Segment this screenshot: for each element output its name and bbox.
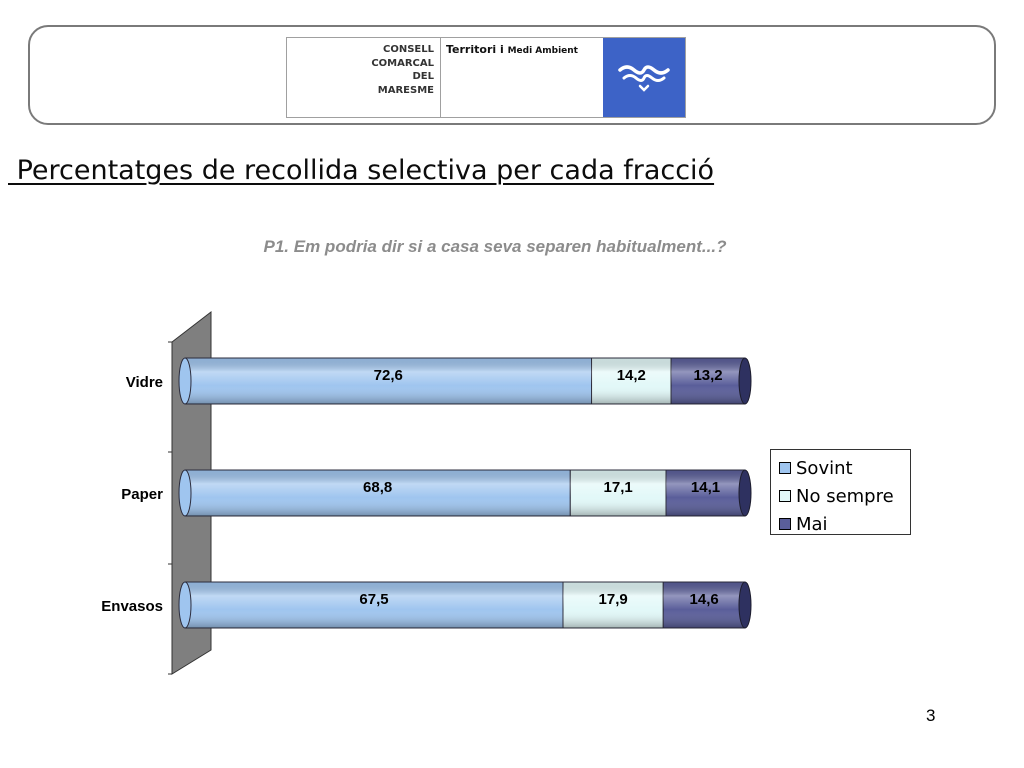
department-part2: Medi Ambient <box>507 46 578 56</box>
legend-label: Sovint <box>796 457 853 479</box>
bar-start-cap <box>179 358 191 404</box>
chart-legend <box>770 449 911 535</box>
page-number: 3 <box>926 706 936 725</box>
data-label: 17,1 <box>603 479 633 496</box>
data-label: 13,2 <box>693 367 723 384</box>
legend-item-sovint <box>779 454 910 482</box>
bar-end-cap <box>739 358 751 404</box>
data-label: 14,1 <box>690 479 721 496</box>
logo-line: CONSELL <box>383 44 434 55</box>
category-label: Vidre <box>125 374 163 391</box>
logo-emblem <box>603 38 685 117</box>
logo-council-name <box>287 38 441 117</box>
waves-icon <box>616 58 672 98</box>
legend-label: Mai <box>796 513 828 535</box>
department-part1: Territori i <box>446 43 504 56</box>
data-label: 14,6 <box>689 591 719 608</box>
chart-title: P1. Em podria dir si a casa seva separen habitualment...? <box>263 237 727 256</box>
bar-end-cap <box>739 470 751 516</box>
council-logo <box>286 37 686 118</box>
legend-item-no-sempre <box>779 482 910 510</box>
legend-swatch <box>779 490 791 502</box>
bar-end-cap <box>739 582 751 628</box>
legend-item-mai <box>779 510 910 538</box>
bar-start-cap <box>179 582 191 628</box>
data-label: 17,9 <box>598 591 628 608</box>
logo-department <box>441 38 603 117</box>
category-label: Envasos <box>101 598 163 615</box>
logo-line: DEL <box>412 71 434 82</box>
legend-label: No sempre <box>796 485 894 507</box>
bar-start-cap <box>179 470 191 516</box>
category-label: Paper <box>121 486 163 503</box>
data-label: 14,2 <box>616 367 646 384</box>
legend-swatch <box>779 518 791 530</box>
logo-line: MARESME <box>377 84 434 96</box>
legend-swatch <box>779 462 791 474</box>
data-label: 68,8 <box>363 479 393 496</box>
data-label: 72,6 <box>373 367 403 384</box>
data-label: 67,5 <box>359 591 389 608</box>
chart-bars <box>179 358 751 628</box>
page-title: Percentatges de recollida selectiva per cada fracció <box>8 155 715 186</box>
logo-line: COMARCAL <box>371 57 434 69</box>
